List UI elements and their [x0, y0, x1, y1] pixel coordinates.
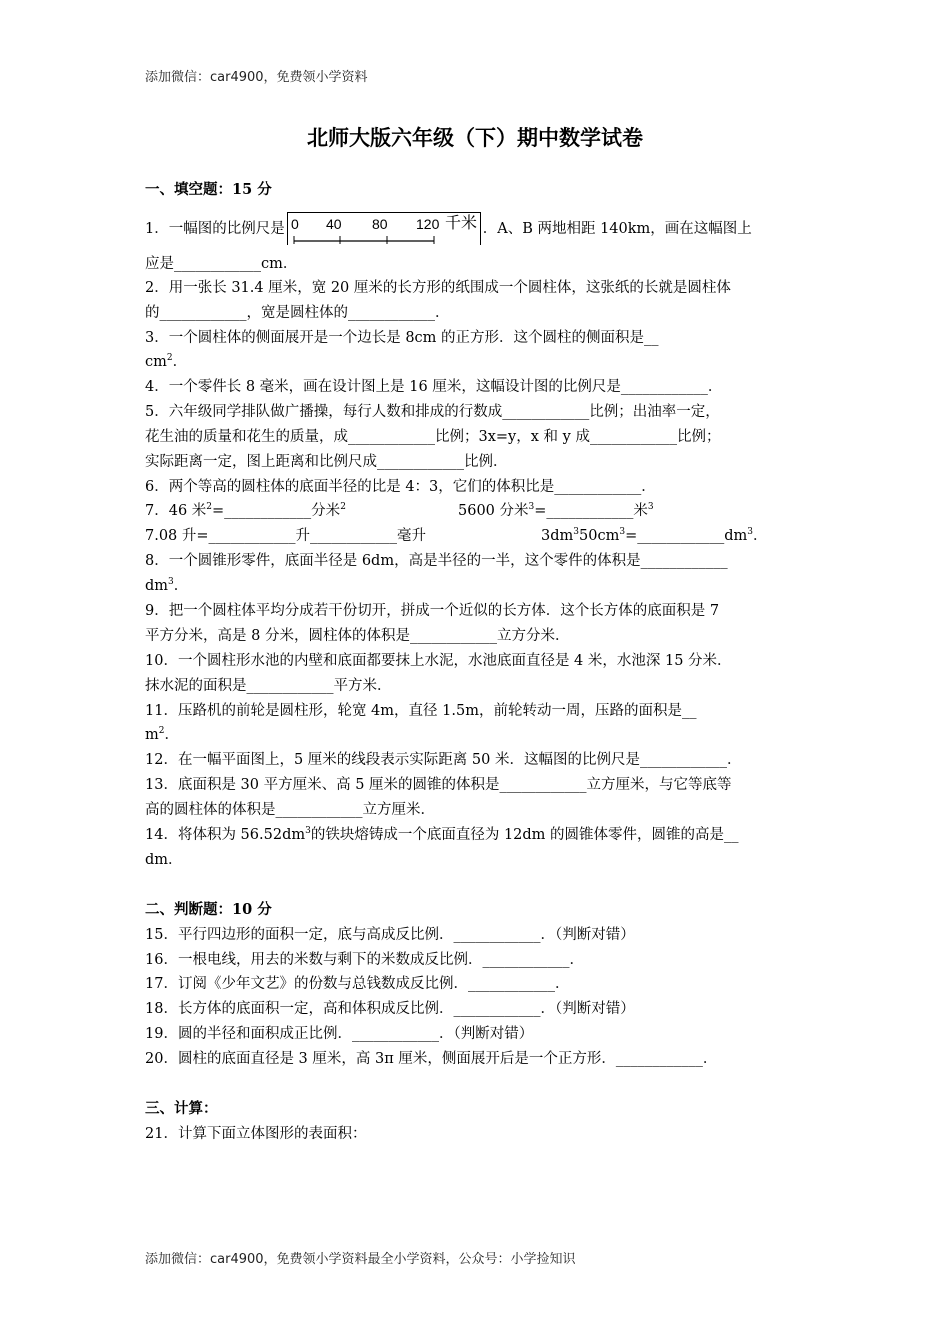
- question-2-line-2: 的____________，宽是圆柱体的____________．: [145, 305, 450, 321]
- question-8-line-1: 8．一个圆锥形零件，底面半径是 6dm，高是半径的一半，这个零件的体积是____________: [145, 553, 728, 569]
- question-11-line-1: 11．压路机的前轮是圆柱形，轮宽 4m，直径 1.5m，前轮转动一周，压路的面积是__: [145, 703, 697, 719]
- section-fill-in: 一、填空题：15 分: [145, 181, 272, 198]
- question-6: 6．两个等高的圆柱体的底面半径的比是 4：3，它们的体积比是____________．: [145, 479, 656, 495]
- scale-tick-label-80: 80: [371, 216, 388, 232]
- scale-tick-label-0: 0: [290, 216, 299, 232]
- question-3-line-2: $cm^2$．: [145, 353, 188, 370]
- section-calculation: 三、计算：: [145, 1100, 218, 1117]
- question-21: 21．计算下面立体图形的表面积：: [145, 1126, 367, 1142]
- question-7-line-2b: $3dm^350cm^3=\_\_\_\_\_\_\_\_\_\_\_\_dm^3$．: [541, 527, 768, 544]
- question-18: 18．长方体的底面积一定，高和体积成反比例．____________．（判断对错）: [145, 1001, 635, 1017]
- page-header: 添加微信：car4900，免费领小学资料: [145, 70, 368, 85]
- question-7-line-2a: 7.08 升=____________升____________毫升: [145, 528, 427, 544]
- question-20: 20．圆柱的底面直径是 3 厘米，高 3π 厘米，侧面展开后是一个正方形．____________．: [145, 1051, 718, 1067]
- question-5-line-1: 5．六年级同学排队做广播操，每行人数和排成的行数成____________比例；出油率一定，: [145, 404, 720, 420]
- scale-tick-label-40: 40: [325, 216, 342, 232]
- page-title: 北师大版六年级（下）期中数学试卷: [307, 126, 643, 150]
- question-12: 12．在一幅平面图上，5 厘米的线段表示实际距离 50 米．这幅图的比例尺是____________．: [145, 752, 742, 768]
- question-17: 17．订阅《少年文艺》的份数与总钱数成反比例．____________．: [145, 976, 570, 992]
- question-2-line-1: 2．用一张长 31.4 厘米，宽 20 厘米的长方形的纸围成一个圆柱体，这张纸的长就是圆柱体: [145, 280, 731, 296]
- question-8-line-2: $dm^3$．: [145, 577, 189, 594]
- question-10-line-1: 10．一个圆柱形水池的内壁和底面都要抹上水泥，水池底面直径是 4 米，水池深 15 分米．: [145, 653, 732, 669]
- question-1-line-1: 1．一幅图的比例尺是 0 40 80 120 千米 ．A、B 两地相距 140km，画在这幅图上: [145, 212, 752, 245]
- question-19: 19．圆的半径和面积成正比例．____________．（判断对错）: [145, 1026, 534, 1042]
- question-16: 16．一根电线，用去的米数与剩下的米数成反比例．____________．: [145, 952, 584, 968]
- question-1-line-2: 应是____________cm．: [145, 256, 298, 272]
- question-13-line-1: 13．底面积是 30 平方厘米、高 5 厘米的圆锥的体积是____________立方厘米，与它等底等: [145, 777, 732, 793]
- question-9-line-1: 9．把一个圆柱体平均分成若干份切开，拼成一个近似的长方体．这个长方体的底面积是 7: [145, 603, 720, 619]
- question-4: 4．一个零件长 8 毫米，画在设计图上是 16 厘米，这幅设计图的比例尺是____________．: [145, 379, 723, 395]
- question-14-line-1: 14．将体积为 $56.52dm^3$的铁块熔铸成一个底面直径为 12dm 的圆锥体零件，圆锥的高是__: [145, 826, 739, 843]
- section-true-false: 二、判断题：10 分: [145, 901, 272, 918]
- question-13-line-2: 高的圆柱体的体积是____________立方厘米．: [145, 802, 435, 818]
- scale-tick-label-120: 120: [415, 216, 440, 232]
- question-14-line-2: dm．: [145, 852, 183, 868]
- scale-unit-label: 千米: [444, 213, 477, 232]
- question-11-line-2: $m^2$．: [145, 726, 179, 743]
- scale-bar-figure: [287, 212, 481, 245]
- question-5-line-3: 实际距离一定，图上距离和比例尺成____________比例．: [145, 454, 508, 470]
- scale-bar-svg: [288, 213, 480, 245]
- question-5-line-2: 花生油的质量和花生的质量，成____________比例；3x=y，x 和 y 成____________比例；: [145, 429, 721, 445]
- question-15: 15．平行四边形的面积一定，底与高成反比例．____________．（判断对错）: [145, 927, 635, 943]
- question-3-line-1: 3．一个圆柱体的侧面展开是一个边长是 8cm 的正方形．这个圆柱的侧面积是__: [145, 330, 659, 346]
- question-10-line-2: 抹水泥的面积是____________平方米．: [145, 678, 392, 694]
- question-9-line-2: 平方分米，高是 8 分米，圆柱体的体积是____________立方分米．: [145, 628, 570, 644]
- question-7-line-1b: 5600 分米$^3$=____________米$^3$: [458, 502, 654, 519]
- question-7-line-1a: 7．46 米$^2$=____________分米$^2$: [145, 502, 346, 519]
- page-footer: 添加微信：car4900，免费领小学资料最全小学资料，公众号：小学捡知识: [145, 1252, 576, 1267]
